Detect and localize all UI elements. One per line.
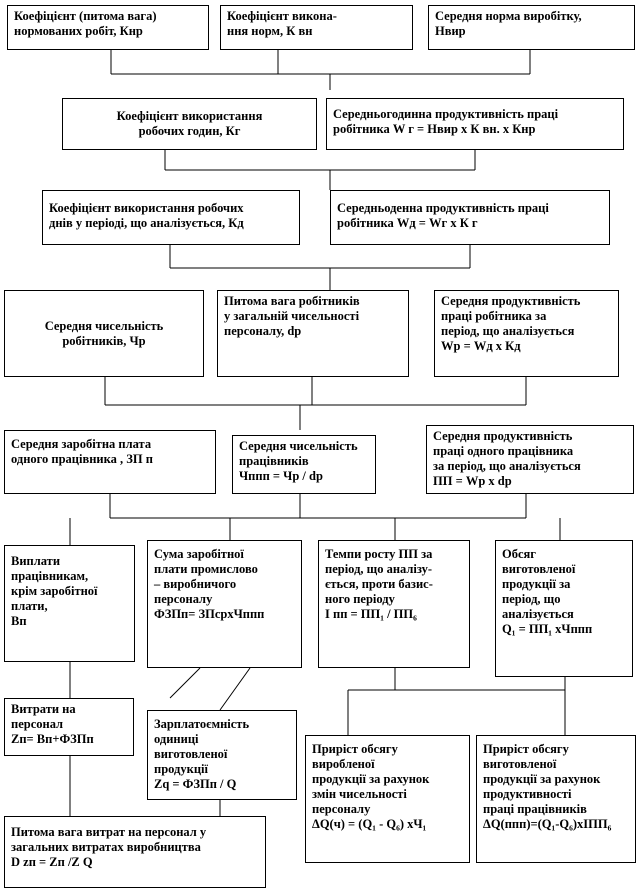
node-coef-norm-fulfillment: Коефіцієнт викона- ння норм, К вн [220, 5, 413, 50]
node-coef-hours-usage: Коефіцієнт використання робочих годин, Кг [62, 98, 317, 150]
node-productivity-growth-rate: Темпи росту ПП за період, що аналізу- ється, проти базис- ного періоду І пп = ПП₁ / ПП₆ [318, 540, 470, 668]
node-output-growth-by-productivity: Приріст обсягу виготовленої продукції за рахунок продуктивності праці працівників ΔQ(ппп)=(Q₁-Q₆)хІПП₆ [476, 735, 636, 863]
node-avg-workers-count: Середня чисельність робітників, Чр [4, 290, 204, 377]
node-workers-share: Питома вага робітників у загальній чисельності персоналу, dр [217, 290, 409, 377]
node-daily-productivity: Середньоденна продуктивність праці робітника Wд = Wг х К г [330, 190, 610, 245]
node-personnel-costs-share: Питома вага витрат на персонал у загальних витратах виробництва D zп = Zп /Z Q [4, 816, 266, 888]
node-payroll-fund: Сума заробітної плати промислово – виробничого персоналу ФЗПп= ЗПсрхЧппп [147, 540, 302, 668]
node-employee-period-productivity: Середня продуктивність праці одного працівника за період, що аналізується ПП = Wр х dр [426, 425, 634, 494]
node-worker-period-productivity: Середня продуктивність праці робітника за період, що аналізується Wр = Wд х Кд [434, 290, 619, 377]
node-avg-employees-count: Середня чисельність працівників Чппп = Чр / dр [232, 435, 376, 494]
node-hourly-productivity: Середньогодинна продуктивність праці робітника W г = Нвир х К вн. х Кнр [326, 98, 624, 150]
node-coef-days-usage: Коефіцієнт використання робочих днів у періоді, що аналізується, Кд [42, 190, 300, 245]
node-coef-normed-works: Коефіцієнт (питома вага) нормованих робіт, Кнр [7, 5, 209, 50]
node-avg-salary: Середня заробітна плата одного працівника , ЗП п [4, 430, 216, 494]
node-personnel-costs: Витрати на персонал Zп= Вп+ФЗПп [4, 698, 134, 756]
node-other-payments: Виплати працівникам, крім заробітної плати, Вп [4, 545, 135, 662]
node-output-volume: Обсяг виготовленої продукції за період, що аналізується Q₁ = ПП₁ хЧппп [495, 540, 633, 677]
node-wage-intensity: Зарплатоємність одиниці виготовленої продукції Zq = ФЗПп / Q [147, 710, 297, 800]
node-avg-output-norm: Середня норма виробітку, Нвир [428, 5, 635, 50]
node-output-growth-by-headcount: Приріст обсягу виробленої продукції за рахунок змін чисельності персоналу ΔQ(ч) = (Q₁ - Q₆) хЧ₁ [305, 735, 470, 863]
